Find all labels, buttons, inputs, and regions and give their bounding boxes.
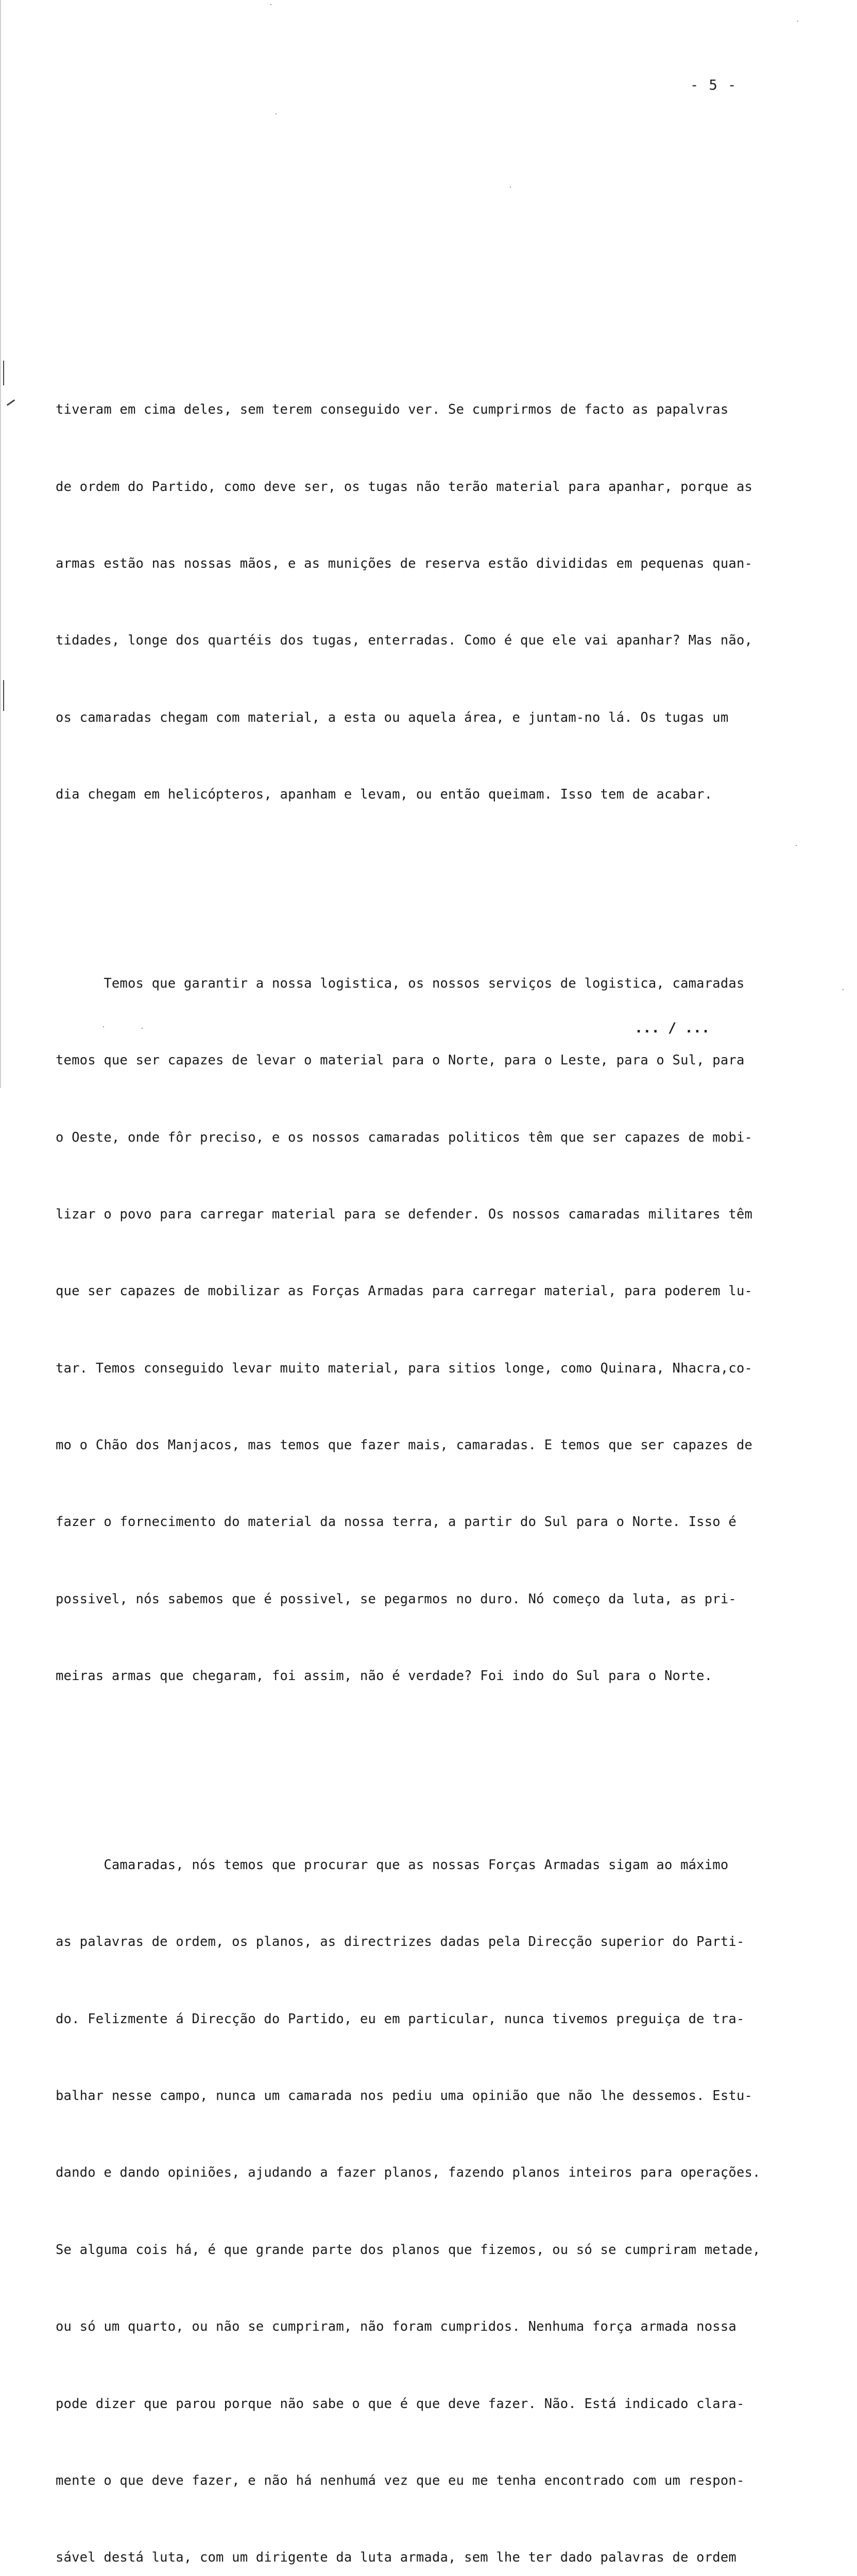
text-line: mo o Chão dos Manjacos, mas temos que fazer mais, camaradas. E temos que ser capazes de [56, 1437, 753, 1453]
scan-speck [103, 1026, 104, 1027]
text-line: armas estão nas nossas mãos, e as munições de reserva estão divididas em pequenas quan- [56, 555, 753, 571]
document-body [56, 295, 759, 2576]
text-line: tidades, longe dos quartéis dos tugas, enterradas. Como é que ele vai apanhar? Mas não, [56, 633, 753, 649]
scan-speck [142, 1028, 143, 1029]
paragraph-3 [56, 1801, 759, 2576]
scan-left-edge [0, 0, 2, 1088]
text-line: dia chegam em helicópteros, apanham e levam, ou então queimam. Isso tem de acabar. [56, 787, 713, 803]
continuation-marker: ... / ... [635, 1020, 710, 1036]
text-line: mente o que deve fazer, e não há nenhumá vez que eu me tenha encontrado com um respon- [56, 2472, 745, 2488]
scan-speck [796, 845, 797, 846]
paragraph-2 [56, 920, 759, 1741]
scan-mark [3, 680, 4, 711]
text-line: dando e dando opiniões, ajudando a fazer planos, fazendo planos inteiros para operações. [56, 2165, 761, 2181]
text-line: meiras armas que chegaram, foi assim, não é verdade? Foi indo do Sul para o Norte. [56, 1668, 713, 1684]
scan-mark [7, 399, 15, 406]
text-line: tar. Temos conseguido levar muito material, para sitios longe, como Quinara, Nhacra,co- [56, 1360, 753, 1376]
text-line: as palavras de ordem, os planos, as directrizes dadas pela Direcção superior do Parti- [56, 1934, 745, 1950]
text-line: possivel, nós sabemos que é possivel, se pegarmos no duro. Nó começo da luta, as pri- [56, 1591, 736, 1607]
text-line: que ser capazes de mobilizar as Forças Armadas para carregar material, para poderem lu- [56, 1283, 753, 1299]
text-line: os camaradas chegam com material, a esta ou aquela área, e juntam-no lá. Os tugas um [56, 709, 729, 725]
text-line: Camaradas, nós temos que procurar que as nossas Forças Armadas sigam ao máximo [56, 1857, 729, 1873]
text-line: do. Felizmente á Direcção do Partido, eu em particular, nunca tivemos preguiça de tra- [56, 2011, 745, 2027]
scan-speck [276, 113, 277, 114]
text-line: ou só um quarto, ou não se cumpriram, não foram cumpridos. Nenhuma força armada nossa [56, 2319, 736, 2335]
paragraph-1 [56, 346, 759, 859]
scan-speck [510, 187, 511, 188]
text-line: balhar nesse campo, nunca um camarada nos pediu uma opinião que não lhe dessemos. Estu- [56, 2088, 753, 2104]
text-line: fazer o fornecimento do material da nossa terra, a partir do Sul para o Norte. Isso é [56, 1514, 736, 1530]
text-line: de ordem do Partido, como deve ser, os tugas não terão material para apanhar, porque as [56, 479, 753, 495]
page-number: - 5 - [690, 77, 738, 93]
text-line: Se alguma cois há, é que grande parte dos planos que fizemos, ou só se cumpriram metade, [56, 2242, 761, 2258]
scan-speck [270, 4, 271, 5]
text-line: Temos que garantir a nossa logistica, os nossos serviços de logistica, camaradas [56, 975, 745, 991]
scan-speck [797, 21, 798, 22]
text-line: sável destá luta, com um dirigente da luta armada, sem lhe ter dado palavras de ordem [56, 2550, 736, 2566]
scan-mark [3, 361, 4, 385]
text-line: temos que ser capazes de levar o material para o Norte, para o Leste, para o Sul, para [56, 1053, 745, 1069]
text-line: lizar o povo para carregar material para se defender. Os nossos camaradas militares têm [56, 1206, 753, 1222]
text-line: tiveram em cima deles, sem terem conseguido ver. Se cumprirmos de facto as papalvras [56, 402, 729, 418]
text-line: pode dizer que parou porque não sabe o que é que deve fazer. Não. Está indicado clara- [56, 2396, 745, 2412]
scan-speck [843, 989, 844, 990]
text-line: o Oeste, onde fôr preciso, e os nossos camaradas politicos têm que ser capazes de mobi- [56, 1129, 753, 1145]
